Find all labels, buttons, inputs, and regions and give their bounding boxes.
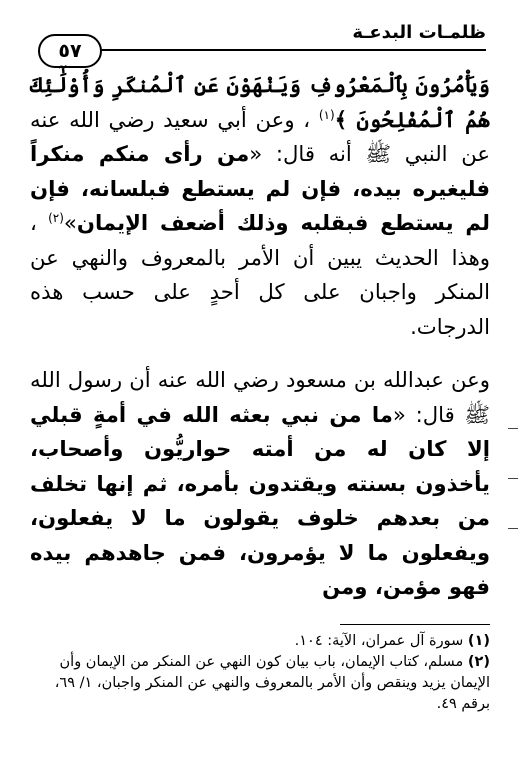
footnote-2	[30, 652, 490, 715]
main-text	[30, 68, 490, 605]
footnote-ref-2: (٢)	[48, 210, 64, 225]
margin-mark	[508, 478, 518, 479]
footnote-number: (٢)	[467, 654, 490, 670]
footnote-text: سورة آل عمران، الآية: ١٠٤.	[294, 633, 464, 649]
paragraph-text: وعن عبدالله بن مسعود رضي الله عنه أن رسول الله ﷺ قال: «	[30, 367, 490, 427]
quran-verse: وَيَأْمُرُونَ بِٱلْمَعْرُوفِ وَيَنْهَوْنَ عَنِ ٱلْمُنكَرِ وَأُوْلَٰٓئِكَ هُمُ ٱلْمُفْلِحُونَ ﴾	[30, 72, 490, 132]
paragraph-text: ، وهذا الحديث يبين أن الأمر بالمعروف والنهي عن المنكر واجبان على كل أحدٍ على حسب هذه الدرجات.	[30, 210, 490, 339]
hadith-quote: من رأى منكم منكراً فليغيره بيده، فإن لم يستطع فبلسانه، فإن لم يستطع فبقلبه وذلك أضعف الإيمان	[30, 141, 490, 235]
margin-mark	[508, 428, 518, 429]
footnotes	[30, 624, 490, 715]
quote-close: »	[63, 210, 77, 235]
margin-mark	[508, 528, 518, 529]
page-number-badge	[38, 34, 102, 68]
hadith-quote: ما من نبي بعثه الله في أمةٍ قبلي إلا كان له من أمته حواريُّون وأصحاب، يأخذون بسنته ويقتدون بأمره، ثم إنها تخلف من بعدهم خلوف يقولون ما لا يفعلون، ويفعلون ما لا يؤمرون، فمن جاهدهم بيده فهو مؤمن، ومن	[30, 401, 490, 599]
footnote-separator	[340, 624, 490, 625]
page-number: ٥٧	[58, 40, 82, 62]
paragraph-1	[30, 68, 490, 344]
footnote-text: مسلم، كتاب الإيمان، باب بيان كون النهي عن المنكر من الإيمان وأن الإيمان يزيد وينقص وأن الأمر بالمعروف والنهي عن المنكر واجبان، ١/ ٦٩، برقم ٤٩.	[54, 654, 490, 712]
running-title: ظلمـات البدعـة	[352, 22, 486, 43]
footnote-1	[30, 631, 490, 652]
running-header	[38, 10, 486, 62]
footnote-ref-1: (١)	[318, 107, 335, 122]
paragraph-2	[30, 363, 490, 605]
paragraph-text: ، وعن أبي سعيد رضي الله عنه عن النبي ﷺ أنه قال: «	[30, 106, 490, 166]
footnote-number: (١)	[467, 633, 490, 649]
header-rule	[90, 49, 486, 51]
